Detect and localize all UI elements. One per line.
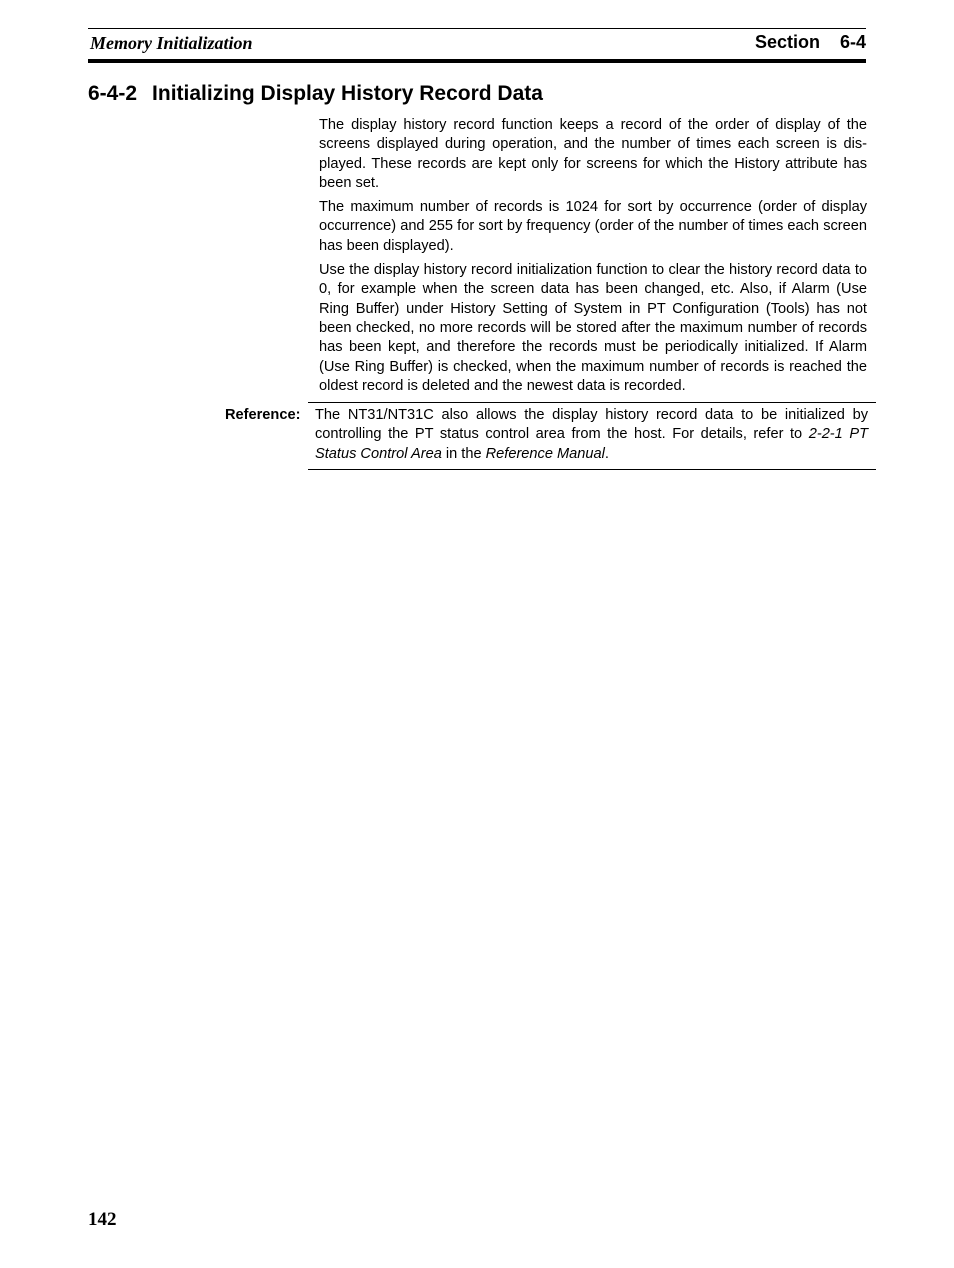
- reference-bottom-rule: [308, 469, 876, 470]
- reference-text-middle: in the: [441, 445, 486, 462]
- section-heading-title: Initializing Display History Record Data: [152, 82, 543, 105]
- section-word: Section: [754, 32, 820, 52]
- paragraph-1: The display history record function keeps a record of the order of display of the screens displayed during operation, and the number of times each screen is displayed. These records are kept only for screens for which the History attribute has been set.: [319, 117, 867, 191]
- header-bottom-rule: [88, 59, 866, 63]
- reference-text: [315, 406, 868, 464]
- reference-text-before: The NT31/NT31C also allows the display history record data to be initialized by controlling the PT status control area from the host. For details, refer to: [315, 407, 868, 443]
- header-chapter-title: Memory Initialization: [90, 33, 253, 53]
- reference-section-ref: 2-2-1 PT Status Control Area: [315, 426, 868, 462]
- reference-label: Reference:: [225, 407, 301, 423]
- section-heading: [88, 82, 543, 106]
- page-number: 142: [88, 1209, 117, 1230]
- header-top-rule: [88, 28, 866, 29]
- body-text: [319, 116, 867, 401]
- page-header: [88, 31, 866, 57]
- header-section-label: [755, 32, 866, 53]
- reference-text-after: .: [604, 445, 609, 462]
- section-heading-number: 6-4-2: [88, 82, 138, 105]
- paragraph-2: The maximum number of records is 1024 for sort by occurrence (order of display occurrence) and 255 for sort by frequency (order of the number of times each screen has been displayed).: [319, 199, 867, 254]
- paragraph-3: Use the display history record initialization function to clear the history record data to 0, for example when the screen data has been changed, etc. Also, if Alarm (Use Ring Buffer) under History Setting of System in PT Configuration (Tools) has not been checked, no more records will be stored after the maximum number of records has been kept, and therefore the records must be periodically initialized. If Alarm (Use Ring Buffer) is checked, when the maximum number of records is reached the oldest record is deleted and the newest data is recorded.: [319, 262, 867, 394]
- section-number: 6-4: [839, 32, 866, 52]
- reference-manual-name: Reference Manual: [485, 445, 605, 462]
- reference-top-rule: [308, 402, 876, 403]
